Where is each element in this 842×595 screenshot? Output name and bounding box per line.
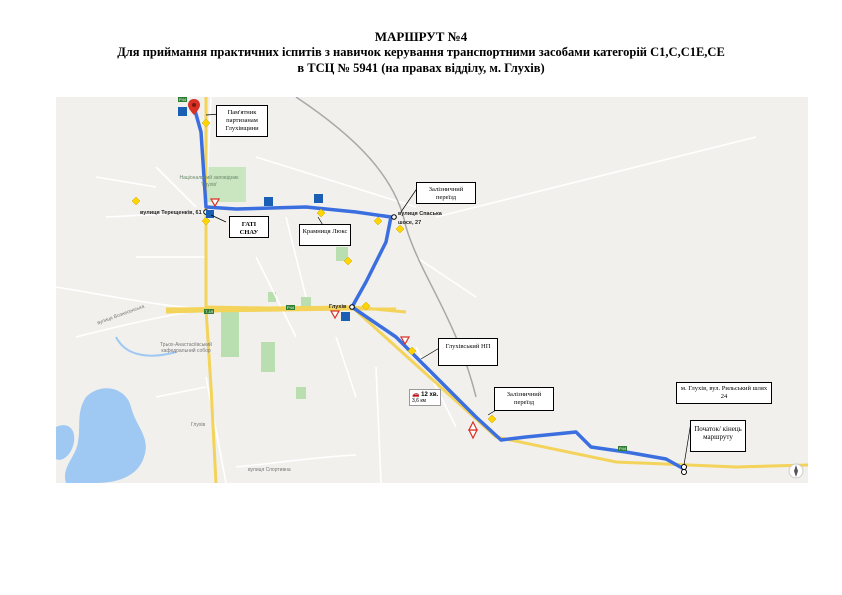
map-title: МАРШРУТ №4: [374, 29, 468, 44]
priority-road-signs: [132, 119, 496, 423]
callout-np: Глухівський НП: [438, 338, 498, 366]
label-street-2: вулиця Спаська: [398, 211, 442, 217]
callout-start-end: Початок/ кінець маршруту: [690, 420, 746, 452]
label-park: Національний заповідник 'Глухів': [179, 175, 239, 188]
road-code-badge: Т-19: [205, 309, 214, 314]
lake-small: [56, 425, 74, 460]
callout-address: м. Глухів, вул. Рильський шлях 24: [676, 382, 772, 404]
waypoint-dot: [350, 305, 355, 310]
road-code-badge: Р44: [287, 305, 295, 310]
green-area: [296, 387, 306, 399]
route-time-badge[interactable]: [409, 389, 441, 406]
map-subtitle-location: в ТСЦ № 5941 (на правах відділу, м. Глухів): [297, 61, 545, 75]
label-street-bottom: вулиця Спортивна: [248, 467, 291, 473]
minor-roads: [56, 97, 756, 483]
road-code-badge: Р44: [619, 446, 627, 451]
callout-rail-crossing-1: Залізничний переїзд: [416, 182, 476, 204]
map-subtitle: Для приймання практичних іспитів з навичок керування транспортними засобами категорій С1,С,С1Е,СЕ: [117, 45, 725, 59]
label-street-1: вулиця Терещенків, 61: [140, 210, 202, 216]
route-end-dot: [682, 470, 687, 475]
callout-gati: ГАТІ СНАУ: [229, 216, 269, 238]
label-hlukhiv-center: Глухів: [329, 304, 347, 310]
callout-pointers: [206, 112, 756, 465]
location-pin-icon: [188, 99, 200, 115]
route-end-dot: [682, 465, 687, 470]
car-icon: 🚗: [412, 392, 420, 398]
label-monastery: Трьох-Анастасіївський кафедральний собор: [160, 342, 212, 354]
road-code-badge: Р44: [179, 97, 187, 102]
callout-shop: Крамниця Люкс: [299, 224, 351, 246]
route-time: 12 хв.: [421, 392, 439, 398]
callout-rail-crossing-2: Залізничний переїзд: [494, 387, 554, 411]
waypoint-dot: [392, 215, 397, 220]
compass-icon: [789, 464, 803, 478]
green-area: [261, 342, 275, 372]
lake: [65, 388, 146, 483]
label-city: Глухів: [191, 422, 206, 428]
green-area: [301, 297, 311, 307]
route-map[interactable]: [56, 97, 808, 483]
railway-crossing-sign-icon: [469, 422, 477, 438]
route-distance: 3,6 км: [412, 398, 426, 404]
callout-monument: Пам'ятник партизанам Глухівщини: [216, 105, 268, 137]
label-street-left: вулиця Вознесенська: [96, 303, 146, 327]
label-street-2-num: шосе, 27: [398, 220, 422, 226]
